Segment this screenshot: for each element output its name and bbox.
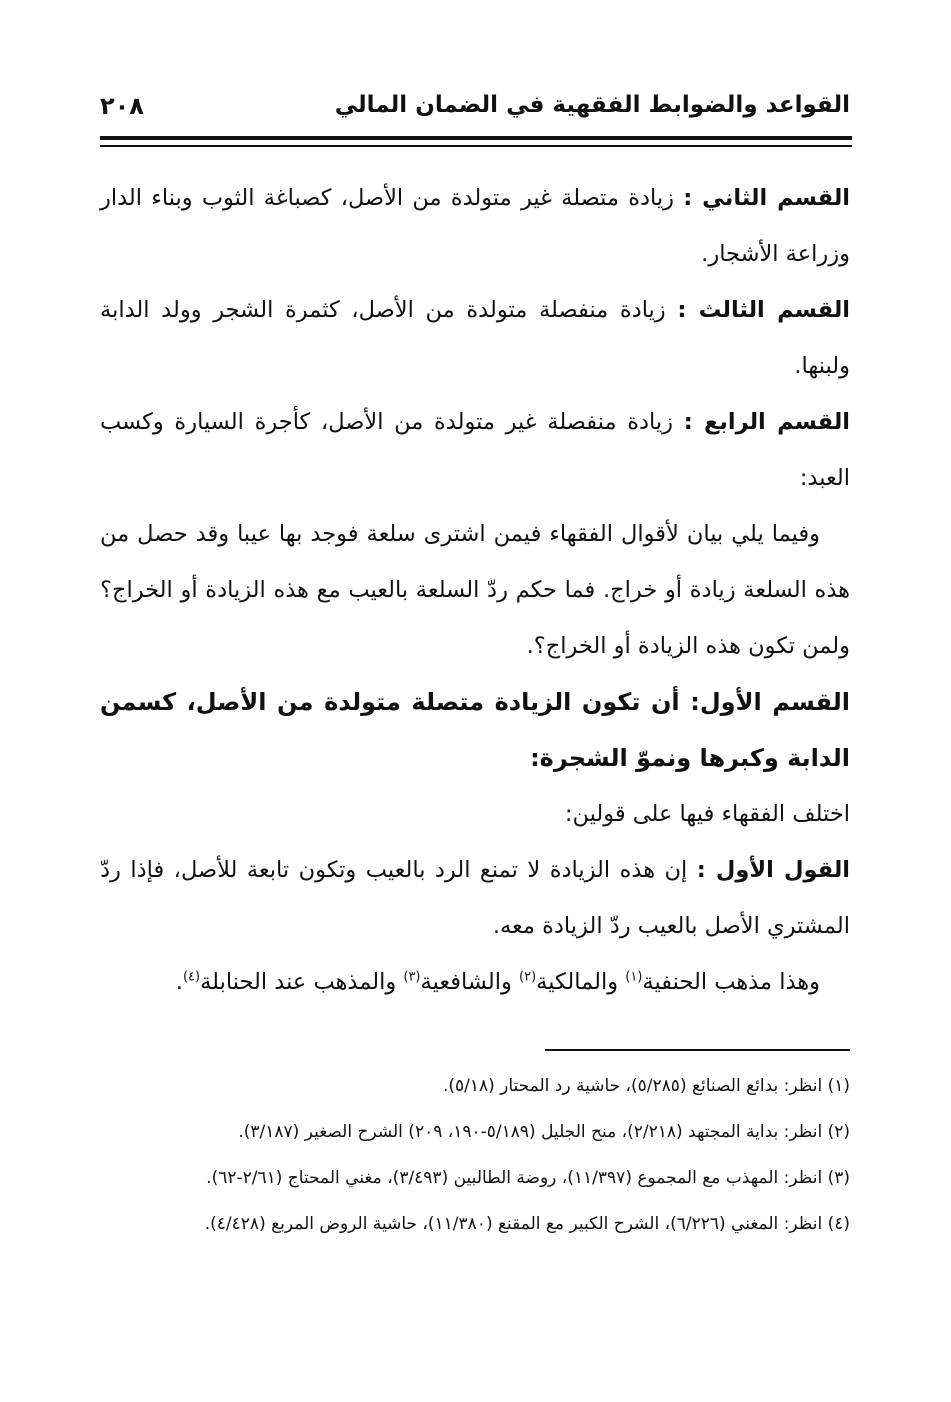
- footnote-ref-3: (٣): [403, 969, 421, 985]
- paragraph-first-opinion: [100, 842, 850, 954]
- schools-text-end: .: [175, 969, 183, 995]
- page-number: ٢٠٨: [100, 92, 144, 120]
- schools-text-hanbali: والمذهب عند الحنابلة: [200, 969, 404, 995]
- footnote-ref-2: (٢): [519, 969, 537, 985]
- main-text: [100, 170, 850, 1010]
- section-two-text: زيادة متصلة غير متولدة من الأصل، كصباغة الثوب وبناء الدار وزراعة الأشجار.: [100, 185, 850, 267]
- schools-text-hanafi: وهذا مذهب الحنفية: [642, 969, 820, 995]
- paragraph-section-two: [100, 170, 850, 282]
- paragraph-intro-opinions: وفيما يلي بيان لأقوال الفقهاء فيمن اشترى سلعة فوجد بها عيبا وقد حصل من هذه السلعة زيادة أو خراج. فما حكم ردّ السلعة بالعيب مع هذه الزيادة أو الخراج؟ ولمن تكون هذه الزيادة أو الخراج؟.: [100, 521, 850, 659]
- footnote-ref-1: (١): [625, 969, 643, 985]
- paragraph-section-four: [100, 394, 850, 506]
- footnotes: [100, 1063, 850, 1247]
- section-three-text: زيادة منفصلة متولدة من الأصل، كثمرة الشجر وولد الدابة ولبنها.: [100, 297, 850, 379]
- header-rule-thick: [100, 136, 852, 140]
- running-header: [100, 92, 850, 132]
- first-opinion-label: القول الأول :: [696, 857, 851, 883]
- section-four-text: زيادة منفصلة غير متولدة من الأصل، كأجرة السيارة وكسب العبد:: [100, 409, 850, 491]
- schools-text-maliki: والمالكية: [536, 969, 626, 995]
- footnote-1: (١) انظر: بدائع الصنائع (٥/٢٨٥)، حاشية رد المحتار (٥/١٨).: [442, 1076, 850, 1096]
- footnote-separator: [545, 1049, 850, 1051]
- footnote-3: (٣) انظر: المهذب مع المجموع (١١/٣٩٧)، روضة الطالبين (٣/٤٩٣)، مغني المحتاج (٢/٦١-٦٢).: [206, 1168, 850, 1188]
- schools-text-shafii: والشافعية: [420, 969, 520, 995]
- footnote-4: (٤) انظر: المغني (٦/٢٢٦)، الشرح الكبير مع المقنع (١١/٣٨٠)، حاشية الروض المربع (٤/٤٢٨).: [204, 1214, 850, 1234]
- header-rule-thin: [100, 145, 852, 147]
- first-opinion-text: إن هذه الزيادة لا تمنع الرد بالعيب وتكون تابعة للأصل، فإذا ردّ المشتري الأصل بالعيب ردّ الزيادة معه.: [100, 857, 850, 939]
- section-heading: القسم الأول: أن تكون الزيادة متصلة متولدة من الأصل، كسمن الدابة وكبرها ونموّ الشجرة:: [100, 688, 850, 772]
- header-title: القواعد والضوابط الفقهية في الضمان المالي: [334, 92, 850, 118]
- footnote-ref-4: (٤): [182, 969, 201, 985]
- section-four-label: القسم الرابع :: [683, 409, 851, 435]
- paragraph-schools: [100, 954, 850, 1010]
- section-two-label: القسم الثاني :: [683, 185, 850, 211]
- section-three-label: القسم الثالث :: [677, 297, 850, 323]
- paragraph-disagreement: اختلف الفقهاء فيها على قولين:: [564, 801, 850, 827]
- paragraph-section-three: [100, 282, 850, 394]
- footnote-2: (٢) انظر: بداية المجتهد (٢/٢١٨)، منح الجليل (٥/١٨٩-١٩٠، ٢٠٩) الشرح الصغير (٣/١٨٧).: [238, 1122, 850, 1142]
